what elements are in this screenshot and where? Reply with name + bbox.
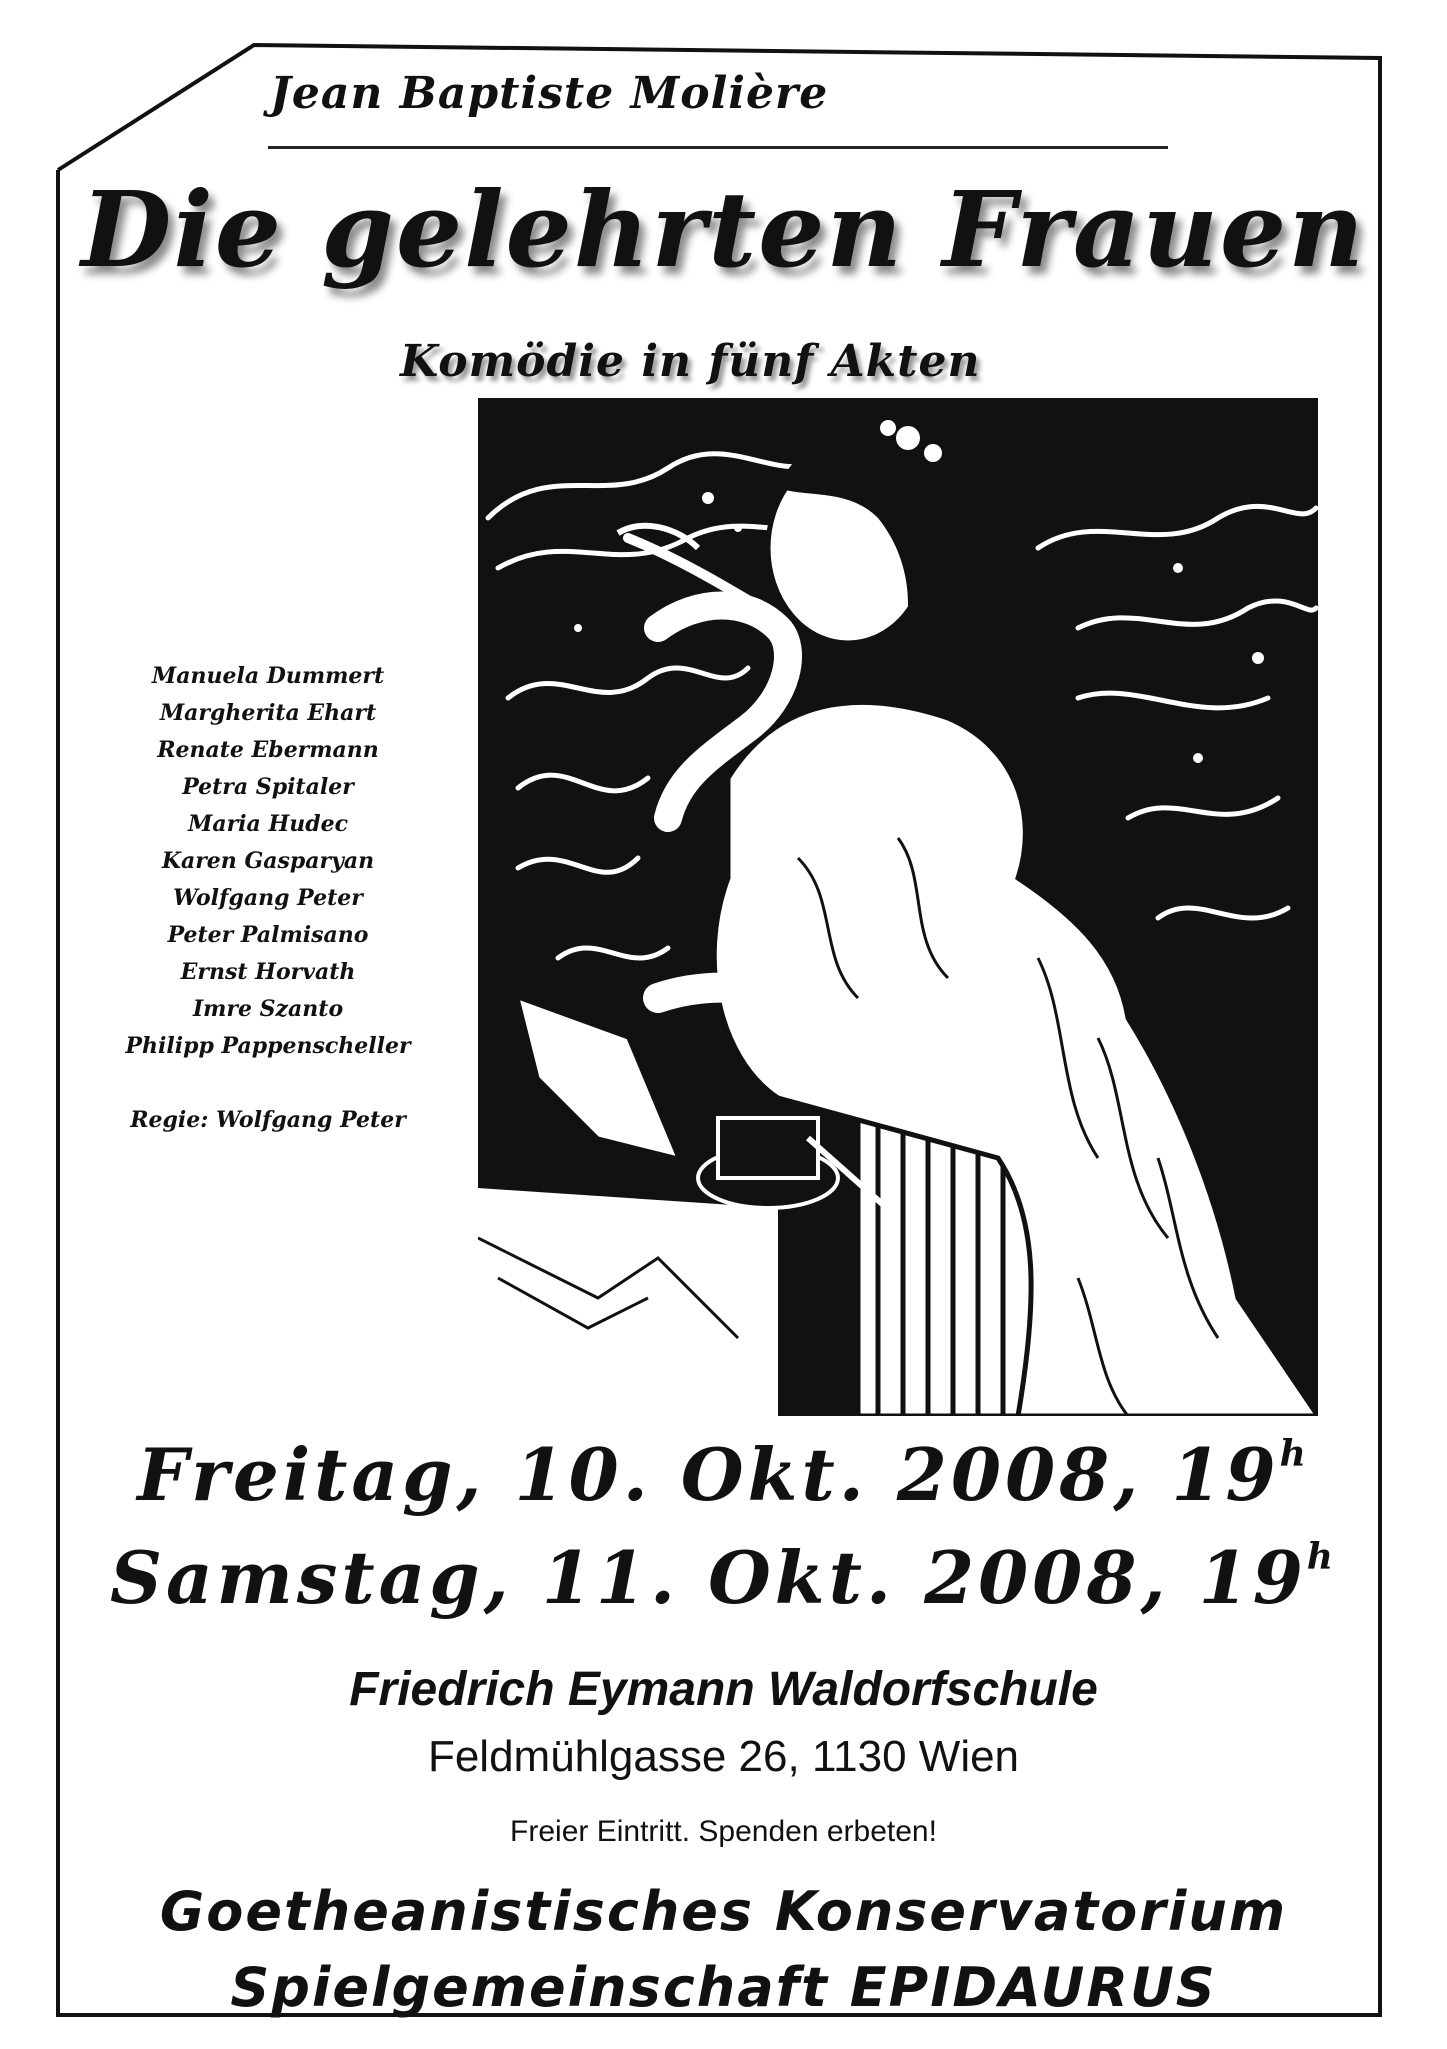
director-credit: Regie: Wolfgang Peter [130,1107,406,1133]
cast-member: Petra Spitaler [182,774,354,800]
venue-address: Feldmühlgasse 26, 1130 Wien [427,1732,1020,1781]
cast-member: Margherita Ehart [159,700,377,726]
cast-member: Ernst Horvath [180,959,356,985]
play-subtitle: Komödie in fünf Akten [400,336,981,387]
cast-member: Manuela Dummert [151,663,385,689]
cast-member: Maria Hudec [187,811,349,837]
venue-name: Friedrich Eymann Waldorfschule [349,1663,1098,1716]
cast-member: Karen Gasparyan [161,848,375,874]
organizer-conservatory: Goetheanistisches Konservatorium [159,1880,1288,1943]
organizer-theatre-group: Spielgemeinschaft EPIDAURUS [230,1956,1217,2019]
performance-date-text: Samstag, 11. Okt. 2008, 19 [110,1535,1307,1620]
cast-list [108,658,428,1139]
cast-member: Imre Szanto [192,996,344,1022]
woman-writing-illustration [478,398,1318,1416]
hour-mark: h [1306,1536,1337,1578]
hour-mark: h [1279,1433,1310,1475]
cast-member: Peter Palmisano [167,922,369,948]
cast-member: Philipp Pappenscheller [125,1033,411,1059]
performance-date-text: Freitag, 10. Okt. 2008, 19 [137,1432,1280,1517]
author-divider [268,146,1168,149]
admission-note: Freier Eintritt. Spenden erbeten! [510,1815,937,1848]
cast-member: Wolfgang Peter [173,885,363,911]
performance-date-friday [0,1432,1447,1517]
play-title: Die gelehrten Frauen [81,168,1366,291]
cast-member: Renate Ebermann [157,737,379,763]
author-name: Jean Baptiste Molière [270,68,829,119]
performance-date-saturday [0,1535,1447,1620]
